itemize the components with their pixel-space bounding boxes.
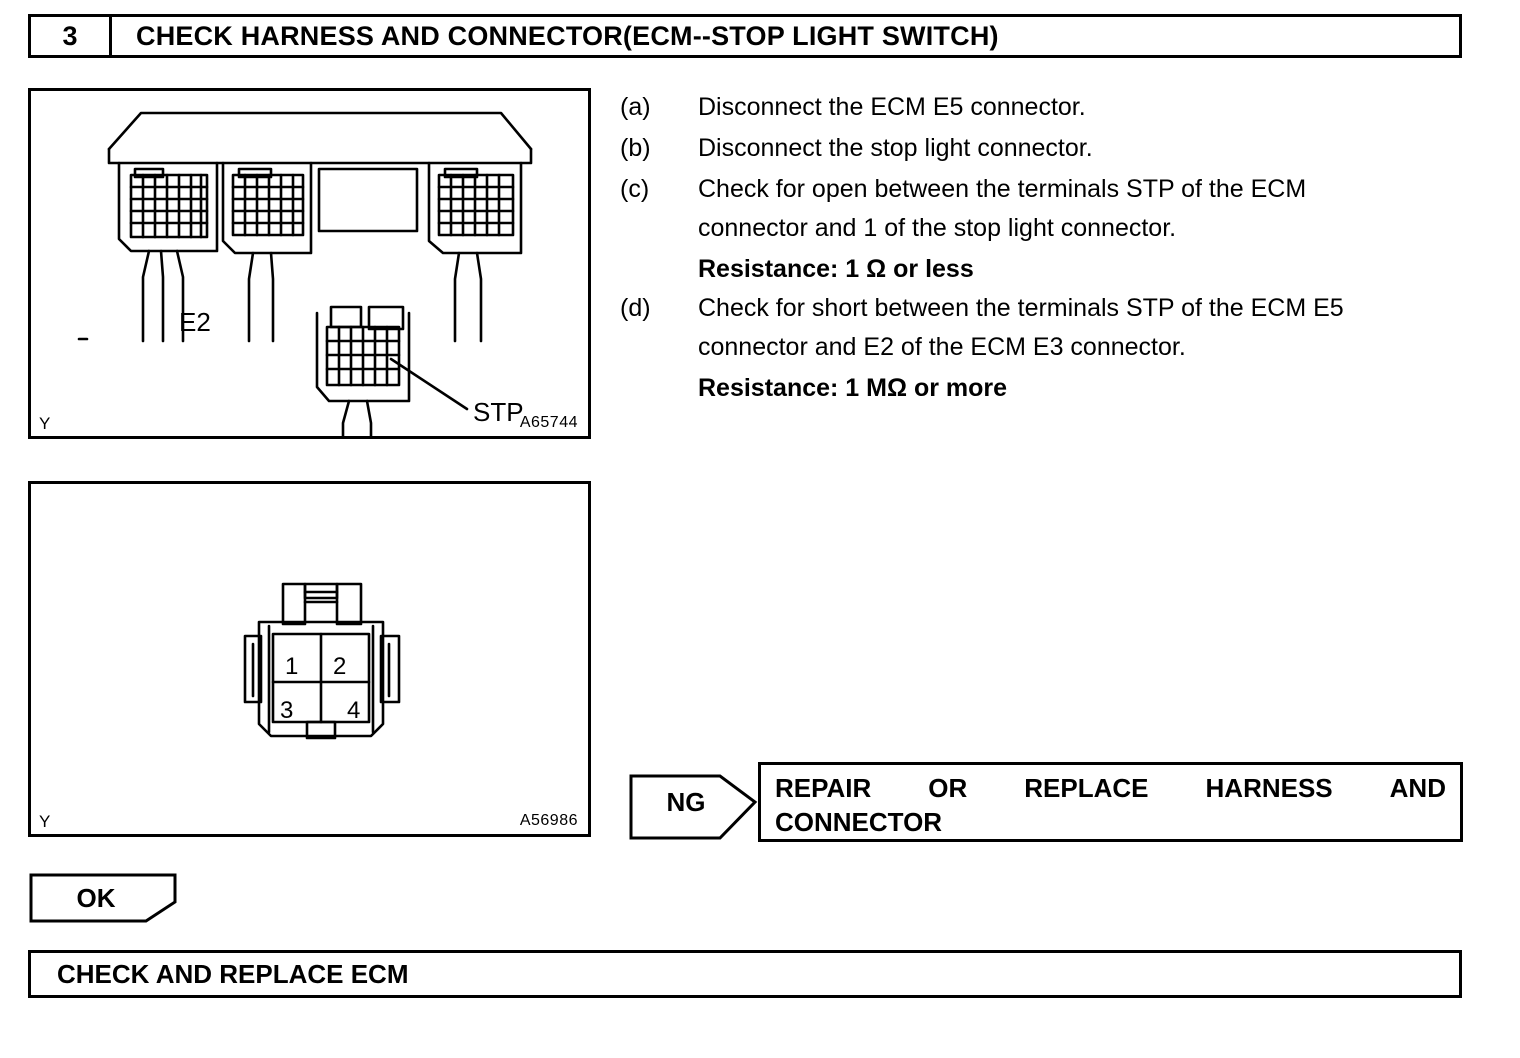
terminal-4-text: 4 xyxy=(347,697,361,724)
instruction-label-d: (d) xyxy=(620,294,651,322)
figure-stop-light-connector xyxy=(28,481,591,837)
instruction-item-b xyxy=(620,129,1480,168)
instruction-label-a: (a) xyxy=(620,93,651,121)
instruction-text-d-line2: connector and E2 of the ECM E3 connector. xyxy=(698,333,1186,361)
instruction-text-d xyxy=(698,289,1480,367)
final-action-text: CHECK AND REPLACE ECM xyxy=(57,958,409,989)
figure-top-corner-mark: Y xyxy=(39,414,51,433)
resistance-spec-c: Resistance: 1 Ω or less xyxy=(698,255,974,283)
ng-word-and: AND xyxy=(1389,773,1446,803)
figure-bottom-code: A56986 xyxy=(519,812,578,829)
ok-label: OK xyxy=(76,882,116,913)
ng-word-repair: REPAIR xyxy=(775,773,872,803)
instruction-item-a xyxy=(620,88,1480,127)
ng-word-replace: REPLACE xyxy=(1024,773,1149,803)
ok-arrow-tag xyxy=(28,872,178,924)
figure-bottom-corner-mark: Y xyxy=(39,812,51,831)
instruction-item-d xyxy=(620,289,1480,367)
ng-label: NG xyxy=(666,786,706,817)
terminal-1-text: 1 xyxy=(285,653,299,680)
instruction-text-a: Disconnect the ECM E5 connector. xyxy=(698,93,1086,121)
instruction-list xyxy=(620,88,1480,408)
instruction-text-c-line1: Check for open between the terminals STP of the ECM xyxy=(698,175,1307,203)
instruction-label-b: (b) xyxy=(620,134,651,162)
ng-result-box xyxy=(758,762,1463,842)
figure-top-code: A65744 xyxy=(519,414,578,431)
step-title: CHECK HARNESS AND CONNECTOR(ECM--STOP LIGHT SWITCH) xyxy=(136,20,999,51)
figure-ecm-connectors xyxy=(28,88,591,439)
ng-word-or: OR xyxy=(928,773,968,803)
terminal-3-text: 3 xyxy=(280,697,294,724)
label-stp-text: STP xyxy=(473,397,524,427)
ecm-connector-illustration xyxy=(31,91,588,436)
instruction-text-d-line1: Check for short between the terminals STP of the ECM E5 xyxy=(698,294,1344,322)
instruction-text-c-line2: connector and 1 of the stop light connector. xyxy=(698,214,1177,242)
instruction-label-c: (c) xyxy=(620,175,650,203)
ng-result-group xyxy=(628,762,1463,842)
instruction-item-c xyxy=(620,170,1480,248)
ng-arrow-tag xyxy=(628,762,758,842)
ng-result-line1 xyxy=(775,771,1446,805)
ng-word-harness: HARNESS xyxy=(1205,773,1333,803)
step-header xyxy=(28,14,1462,58)
step-number: 3 xyxy=(31,17,112,55)
final-action-bar xyxy=(28,950,1462,998)
terminal-2-text: 2 xyxy=(333,653,347,680)
resistance-spec-d: Resistance: 1 MΩ or more xyxy=(698,374,1008,402)
label-e2-text: E2 xyxy=(179,307,211,337)
ng-result-line2: CONNECTOR xyxy=(775,807,943,837)
stop-light-connector-illustration xyxy=(31,484,588,834)
instruction-text-b: Disconnect the stop light connector. xyxy=(698,134,1093,162)
instruction-text-c xyxy=(698,170,1480,248)
